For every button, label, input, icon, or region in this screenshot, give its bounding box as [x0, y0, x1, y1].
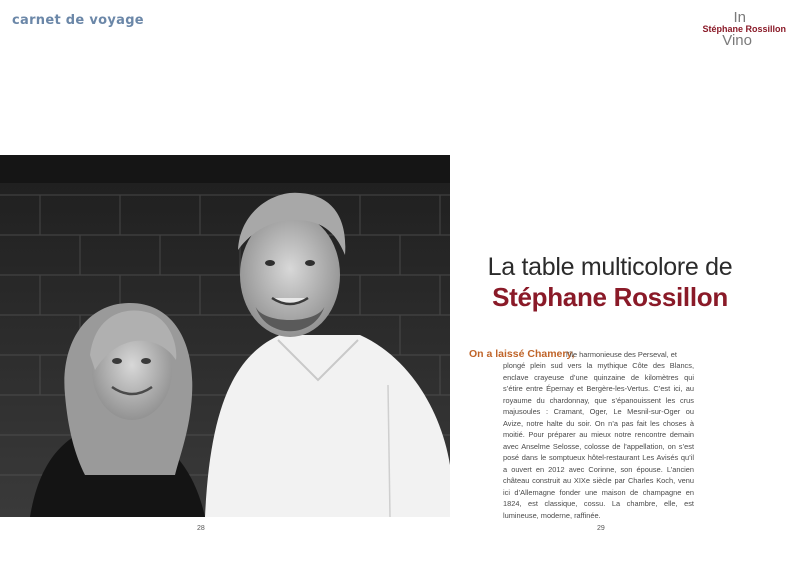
page-number-right: 29: [597, 525, 605, 532]
section-label: carnet de voyage: [12, 13, 144, 28]
brand-name: Stéphane Rossillon: [702, 24, 786, 34]
portrait-photo: [0, 155, 450, 517]
brand-logo: [676, 10, 786, 50]
title-line-1: La table multicolore de: [487, 253, 733, 281]
article-body: [503, 360, 694, 521]
article-title: [440, 252, 780, 313]
page-number-left: 28: [197, 525, 205, 532]
body-text: plongé plein sud vers la mythique Côte des Blancs, enclave crayeuse d’une quinzaine de kilomètres qui s’étire entre Épernay et Bergère-les-Vertus. C’est ici, au royaume du chardonnay, que s’épanouissent les crus majusoules : Cramant, Oger, Le Mesnil-sur-Oger ou Avize, notre halte du soir. On n’a pas fait les choses à moitié. Pour préparer au mieux notre rencontre demain avec Anselme Selosse, colosse de l’appellation, on s’est posé dans le somptueux hôtel-restaurant Les Avisés qu’il a ouvert en 2012 avec Corinne, son épouse. L’ancien château construit au XIXe siècle par Charles Koch, venu ici d’Allemagne fonder une maison de champagne en 1824, est classique, cossu. La chambre, elle, est lumineuse, moderne, raffinée.: [503, 361, 694, 520]
title-line-2: Stéphane Rossillon: [492, 282, 728, 312]
first-line-text: l’île harmonieuse des Perseval, et: [566, 350, 677, 359]
brand-vino: Vino: [722, 32, 752, 49]
portrait-illustration: [0, 155, 450, 517]
brand-in: In: [733, 9, 746, 26]
article-lead: On a laissé Chamery,: [469, 348, 575, 360]
article-first-line: [566, 349, 694, 361]
